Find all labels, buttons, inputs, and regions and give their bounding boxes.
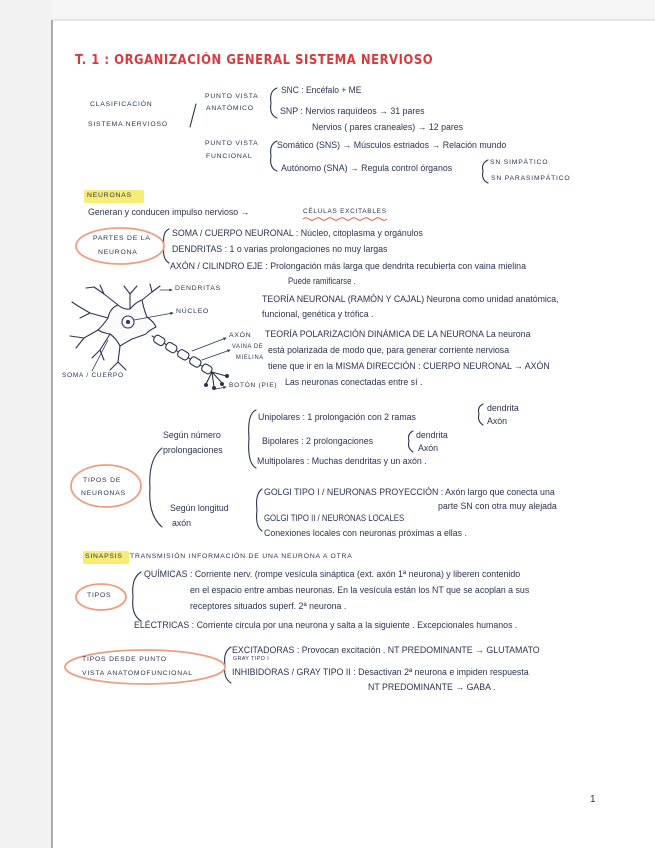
teoria-neuronal-line: funcional, genética y trófica . [262,309,374,319]
anatomofuncional-label: TIPOS DESDE PUNTO [82,656,167,663]
diagram-label-nucleo: NÚCLEO [176,308,210,315]
funcional-label: PUNTO VISTA [205,140,259,147]
neuron-dendrite [124,286,137,309]
autonomo-tipo: SN PARASIMPÁTICO [491,175,571,182]
page-title: T. 1 : ORGANIZACIÓN GENERAL SISTEMA NERVIOSO [75,53,434,68]
diagram-label-boton: BOTÓN (PIE) [229,382,278,389]
brace [271,88,277,118]
sinapsis-definicion: TRANSMISIÓN INFORMACIÓN DE UNA NEURONA A OTRA [130,553,353,560]
myelin-segment [177,349,191,362]
label-pointer [134,313,173,320]
sinapsis-quimica-line: receptores situados superf. 2ª neurona . [190,601,347,611]
partes-label: NEURONA [98,249,138,256]
tipo-multipolares: Multipolares : Muchas dendritas y un axón . [257,456,427,466]
parte-item: Puede ramificarse . [288,276,356,286]
synaptic-button [212,386,216,390]
rama-unipolar: dendrita [487,403,519,413]
anatomico-item: SNP : Nervios raquídeos → 31 pares [280,106,425,116]
page-number: 1 [590,794,596,805]
parte-item: DENDRITAS : 1 o varias prolongaciones no muy largas [172,244,388,254]
criterio-longitud-axon: Según longitud [170,503,229,513]
clasificacion-label: CLASIFICACIÓN [90,101,153,108]
rama-unipolar: Axón [487,416,508,426]
tipos-sinapsis-label: TIPOS [87,592,112,599]
anatomofuncional-label: VISTA ANATOMOFUNCIONAL [82,670,193,677]
neuron-dendrite [142,284,160,300]
rama-bipolar: Axón [418,443,439,453]
teoria-polarizacion-line: está polarizada de modo que, para generar corriente nerviosa [268,345,510,355]
criterio-prolongaciones: prolongaciones [163,445,223,455]
brace [133,572,141,621]
funcional-label: FUNCIONAL [206,153,253,160]
diagram-label-axon: AXÓN [229,332,252,339]
diagram-label-soma: SOMA / CUERPO [62,372,124,379]
teoria-polarizacion-line: Las neuronas conectadas entre sí . [285,377,423,387]
neuron-axon [150,333,214,376]
neuron-dendrite [86,285,118,305]
synaptic-button [225,374,229,378]
funcional-item: Somático (SNS) → Músculos estriados → Relación mundo [277,140,507,150]
sinapsis-excitadoras: EXCITADORAS : Provocan excitación . NT PREDOMINANTE → GLUTAMATO [232,645,540,655]
diagram-label-vaina: VAINA DE [232,343,264,350]
parte-item: SOMA / CUERPO NEURONAL : Núcleo, citoplasma y orgánulos [172,228,423,238]
section-heading-neuronas: NEURONAS [87,192,132,199]
diagram-label-vaina: MIELINA [236,354,264,361]
golgi-2-line: GOLGI TIPO II / NEURONAS LOCALES [264,513,405,523]
tipos-neuronas-label: TIPOS DE [83,477,122,484]
partes-label: PARTES DE LA [93,235,151,242]
page-margin-left [0,0,52,848]
neuron-dendrite [92,334,110,360]
teoria-polarizacion-line: tiene que ir en la MISMA DIRECCIÓN : CUERPO NEURONAL → AXÓN [268,361,550,371]
myelin-segment [189,356,203,369]
autonomo-tipo: SN SIMPÁTICO [490,159,549,166]
section-heading-sinapsis: SINAPSIS [85,553,123,560]
axon-terminal [206,372,226,387]
funcional-item: Autónomo (SNA) → Regula control órganos [281,163,453,173]
teoria-polarizacion-line: TEORÍA POLARIZACIÓN DINÁMICA DE LA NEURONA La neurona [265,329,531,339]
neuronas-intro-emphasis: CÉLULAS EXCITABLES [303,208,387,215]
axon-core [152,336,212,372]
golgi-1-line: parte SN con otra muy alejada [438,501,557,511]
anatomico-item: Nervios ( pares craneales) → 12 pares [312,122,464,132]
neuron-nucleus [122,316,134,328]
myelin-segment [153,334,167,347]
brace [479,404,484,425]
tipos-neuronas-label: NEURONAS [81,490,126,497]
neuron-dendrite [72,302,108,318]
tipo-unipolares: Unipolares : 1 prolongación con 2 ramas [258,412,416,422]
diagram-label-dendritas: DENDRITAS [175,285,221,292]
brace [409,431,414,452]
page-margin-top [52,0,655,20]
synaptic-button [204,383,208,387]
brace [150,448,162,527]
golgi-1-line: GOLGI TIPO I / NEURONAS PROYECCIÓN : Axón largo que conecta una [264,487,555,497]
label-pointer [202,350,230,360]
anatomico-label: PUNTO VISTA [205,93,259,100]
golgi-2-line: Conexiones locales con neuronas próximas a ellas . [264,528,467,538]
label-pointer [92,340,108,371]
sinapsis-inhibidoras-line: NT PREDOMINANTE → GABA . [368,682,496,692]
myelin-segment [201,363,214,375]
brace [249,410,256,468]
neuron-nucleolus [126,320,130,324]
synaptic-button [220,382,224,386]
parte-item: AXÓN / CILINDRO EJE : Prolongación más larga que dendrita recubierta con vaina mielina [170,261,526,271]
circle-partes-neurona [76,228,164,264]
criterio-prolongaciones: Según número [163,430,221,440]
neuronas-intro: Generan y conducen impulso nervioso → [88,207,250,217]
teoria-neuronal-line: TEORÍA NEURONAL (RAMÓN Y CAJAL) Neurona como unidad anatómica, [262,294,559,304]
sinapsis-electrica: ELÉCTRICAS : Corriente circula por una neurona y salta a la siguiente . Excepcionales humanos . [134,620,518,630]
brace [483,160,488,183]
brace [164,229,169,263]
clasificacion-label: SISTEMA NERVIOSO [88,121,168,128]
rama-bipolar: dendrita [416,430,448,440]
wavy-underline [303,218,387,221]
neuron-dendrite [110,346,126,370]
sinapsis-inhibidoras-line: INHIBIDORAS / GRAY TIPO II : Desactivan 2ª neurona e impiden respuesta [232,667,529,677]
anatomico-label: ANATÓMICO [206,105,254,112]
excitadoras-nota: GRAY TIPO I [233,656,270,662]
anatomico-item: SNC : Encéfalo + ME [281,85,362,95]
brace [225,647,231,683]
label-pointer [216,387,226,389]
sinapsis-quimica-line: QUÍMICAS : Corriente nerv. (rompe vesícula sináptica (ext. axón 1ª neurona) y liberen contenido [144,569,521,579]
criterio-longitud-axon: axón [172,518,192,528]
brace [190,104,196,127]
tipo-bipolares: Bipolares : 2 prolongaciones [262,436,374,446]
neuron-dendrite [70,330,98,348]
circle-tipos-neuronas [71,465,141,507]
neuron-soma [98,300,156,346]
label-pointer [192,338,226,351]
myelin-segment [165,341,179,354]
sinapsis-quimica-line: en el espacio entre ambas neuronas. En la vesícula están los NT que se acoplan a sus [190,585,530,595]
brace [257,489,262,531]
